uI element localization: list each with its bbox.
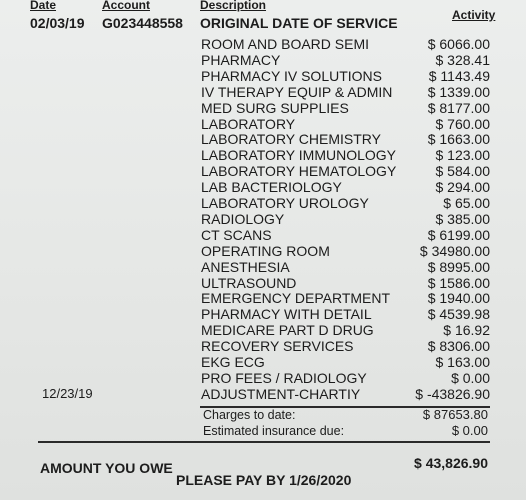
charge-label: EMERGENCY DEPARTMENT: [201, 290, 391, 307]
charge-label: LABORATORY CHEMISTRY: [201, 131, 381, 148]
charge-label: CT SCANS: [201, 226, 272, 243]
charge-row: [0, 195, 526, 211]
charge-row: [0, 306, 526, 322]
charge-amount: $ 65.00: [443, 195, 490, 211]
charge-label: PHARMACY IV SOLUTIONS: [201, 67, 383, 84]
charge-row: [0, 131, 526, 147]
service-description: ORIGINAL DATE OF SERVICE: [200, 15, 398, 31]
charge-row: [0, 275, 526, 291]
charge-label: IV THERAPY EQUIP & ADMIN: [201, 83, 393, 100]
charge-label: MED SURG SUPPLIES: [201, 99, 349, 116]
charge-row: [0, 52, 526, 68]
description-column-header: Description: [200, 0, 267, 12]
charge-amount: $ 1586.00: [427, 274, 490, 291]
charge-amount: $ 328.41: [435, 51, 490, 68]
charge-row: [0, 243, 526, 259]
charge-row: [0, 211, 526, 227]
charge-label: PHARMACY: [201, 51, 281, 68]
charge-row: [0, 84, 526, 100]
charge-label: EKG ECG: [201, 354, 265, 370]
charge-amount: $ 1339.00: [427, 83, 490, 100]
insurance-due-row: [0, 424, 526, 438]
charge-row: [0, 354, 526, 370]
charge-amount: $ 6199.00: [427, 226, 490, 243]
summary-divider: [38, 441, 490, 443]
charges-to-date-label: Charges to date:: [203, 408, 296, 422]
account-number: G023448558: [102, 15, 183, 31]
charge-label: ADJUSTMENT-CHARTIY: [201, 385, 361, 402]
charge-amount: $ 1663.00: [427, 131, 490, 148]
charge-label: OPERATING ROOM: [201, 242, 330, 259]
charge-row: [0, 68, 526, 84]
charge-row: [0, 338, 526, 354]
account-column-header: Account: [102, 0, 150, 12]
charge-amount: $ 385.00: [435, 210, 490, 227]
charge-amount: $ 163.00: [435, 354, 490, 370]
charge-label: MEDICARE PART D DRUG: [201, 322, 374, 339]
insurance-due-amount: $ 0.00: [451, 423, 488, 438]
pay-by-notice: PLEASE PAY BY 1/26/2020: [176, 472, 352, 488]
charge-amount: $ 6066.00: [427, 36, 490, 52]
charge-row: [0, 116, 526, 132]
charge-label: LABORATORY IMMUNOLOGY: [201, 147, 397, 164]
insurance-due-label: Estimated insurance due:: [203, 424, 345, 438]
charge-label: RADIOLOGY: [201, 210, 285, 227]
charge-label: ROOM AND BOARD SEMI: [201, 36, 370, 52]
charge-amount: $ -43826.90: [415, 385, 490, 402]
charge-label: ANESTHESIA: [201, 258, 290, 275]
activity-column-header: Activity: [452, 8, 496, 22]
charge-row: [0, 179, 526, 195]
charge-label: LAB BACTERIOLOGY: [201, 179, 342, 196]
charge-amount: $ 0.00: [451, 369, 490, 386]
charge-row: [0, 259, 526, 275]
charge-row: [0, 322, 526, 338]
service-date: 02/03/19: [30, 15, 85, 31]
charge-label: LABORATORY: [201, 115, 296, 132]
charge-label: PRO FEES / RADIOLOGY: [201, 369, 367, 386]
charge-amount: $ 584.00: [435, 163, 490, 180]
adjustment-date: 12/23/19: [42, 385, 93, 401]
charge-row: [0, 227, 526, 243]
charge-amount: $ 34980.00: [419, 242, 490, 259]
charge-label: LABORATORY HEMATOLOGY: [201, 163, 397, 180]
charge-row: [0, 147, 526, 163]
charges-to-date-amount: $ 87653.80: [422, 407, 488, 422]
charges-to-date-row: [0, 408, 526, 422]
charge-amount: $ 1143.49: [428, 67, 490, 84]
charge-amount: $ 294.00: [435, 179, 490, 196]
charge-row: [0, 386, 526, 402]
amount-you-owe-label: AMOUNT YOU OWE: [40, 460, 173, 476]
date-column-header: Date: [30, 0, 57, 12]
charge-row: [0, 36, 526, 52]
charge-amount: $ 8995.00: [427, 258, 490, 275]
charge-amount: $ 4539.98: [427, 306, 490, 323]
charge-amount: $ 760.00: [435, 115, 490, 132]
charge-row: [0, 163, 526, 179]
amount-you-owe-value: $ 43,826.90: [414, 455, 488, 471]
charge-amount: $ 123.00: [435, 147, 490, 164]
charge-amount: $ 1940.00: [427, 290, 490, 307]
charge-amount: $ 8306.00: [427, 338, 490, 355]
charge-amount: $ 8177.00: [427, 99, 490, 116]
charge-row: [0, 100, 526, 116]
charge-amount: $ 16.92: [443, 322, 490, 339]
charge-label: LABORATORY UROLOGY: [201, 195, 369, 211]
charge-row: [0, 370, 526, 386]
charge-label: RECOVERY SERVICES: [201, 338, 354, 355]
charge-row: [0, 290, 526, 306]
charge-label: ULTRASOUND: [201, 274, 297, 291]
charge-label: PHARMACY WITH DETAIL: [201, 306, 372, 323]
